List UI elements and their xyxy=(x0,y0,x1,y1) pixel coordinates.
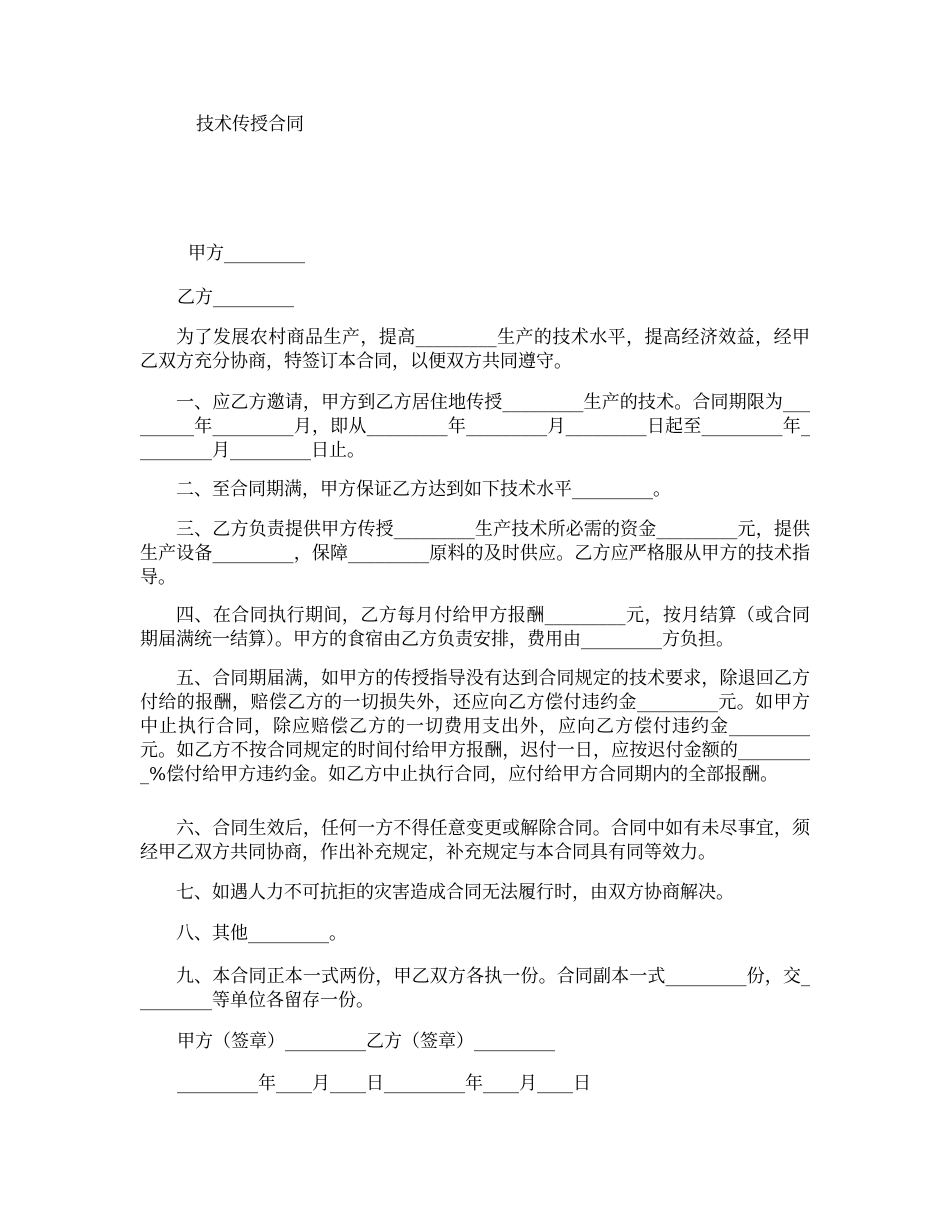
clause-3: 三、乙方负责提供甲方传授_________生产技术所必需的资金_________元，提供生产设备_________，保障_________原料的及时供应。乙方应严格服从甲方的技术指导。 xyxy=(140,519,810,588)
clause-2: 二、至合同期满，甲方保证乙方达到如下技术水平_________。 xyxy=(176,479,671,500)
clause-6: 六、合同生效后，任何一方不得任意变更或解除合同。合同中如有未尽事宜，须经甲乙双方共同协商，作出补充规定，补充规定与本合同具有同等效力。 xyxy=(140,818,810,863)
signature-line: 甲方（签章）_________乙方（签章）_________ xyxy=(177,1031,555,1052)
clause-5: 五、合同期届满，如甲方的传授指导没有达到合同规定的技术要求，除退回乙方付给的报酬，赔偿乙方的一切损失外，还应向乙方偿付违约金_________元。如甲方中止执行合同，除应赔偿乙方的一切费用支出外，应向乙方偿付违约金_________元。如乙方不按合同规定的时间付给甲方报酬，迟付一日，应按迟付金额的_________%偿付给甲方违约金。如乙方中止执行合同，应付给甲方合同期内的全部报酬。 xyxy=(140,668,810,785)
party-a-line: 甲方_________ xyxy=(188,243,305,264)
clause-9: 九、本合同正本一式两份，甲乙双方各执一份。合同副本一式_________份，交_________等单位各留存一份。 xyxy=(140,966,810,1011)
clause-4: 四、在合同执行期间，乙方每月付给甲方报酬_________元，按月结算（或合同期届满统一结算）。甲方的食宿由乙方负责安排，费用由_________方负担。 xyxy=(140,605,810,650)
document-title: 技术传授合同 xyxy=(196,114,304,135)
date-line: _________年____月____日_________年____月____日 xyxy=(177,1073,591,1094)
clause-1: 一、应乙方邀请，甲方到乙方居住地传授_________生产的技术。合同期限为_________年_________月，即从_________年_________月_________日起至_________年_________月_________日止。 xyxy=(140,392,810,461)
clause-7: 七、如遇人力不可抗拒的灾害造成合同无法履行时，由双方协商解决。 xyxy=(176,882,734,903)
clause-8: 八、其他_________。 xyxy=(176,923,347,944)
intro-paragraph: 为了发展农村商品生产，提高_________生产的技术水平，提高经济效益，经甲乙双方充分协商，特签订本合同，以便双方共同遵守。 xyxy=(140,327,810,372)
party-b-line: 乙方_________ xyxy=(177,287,294,308)
